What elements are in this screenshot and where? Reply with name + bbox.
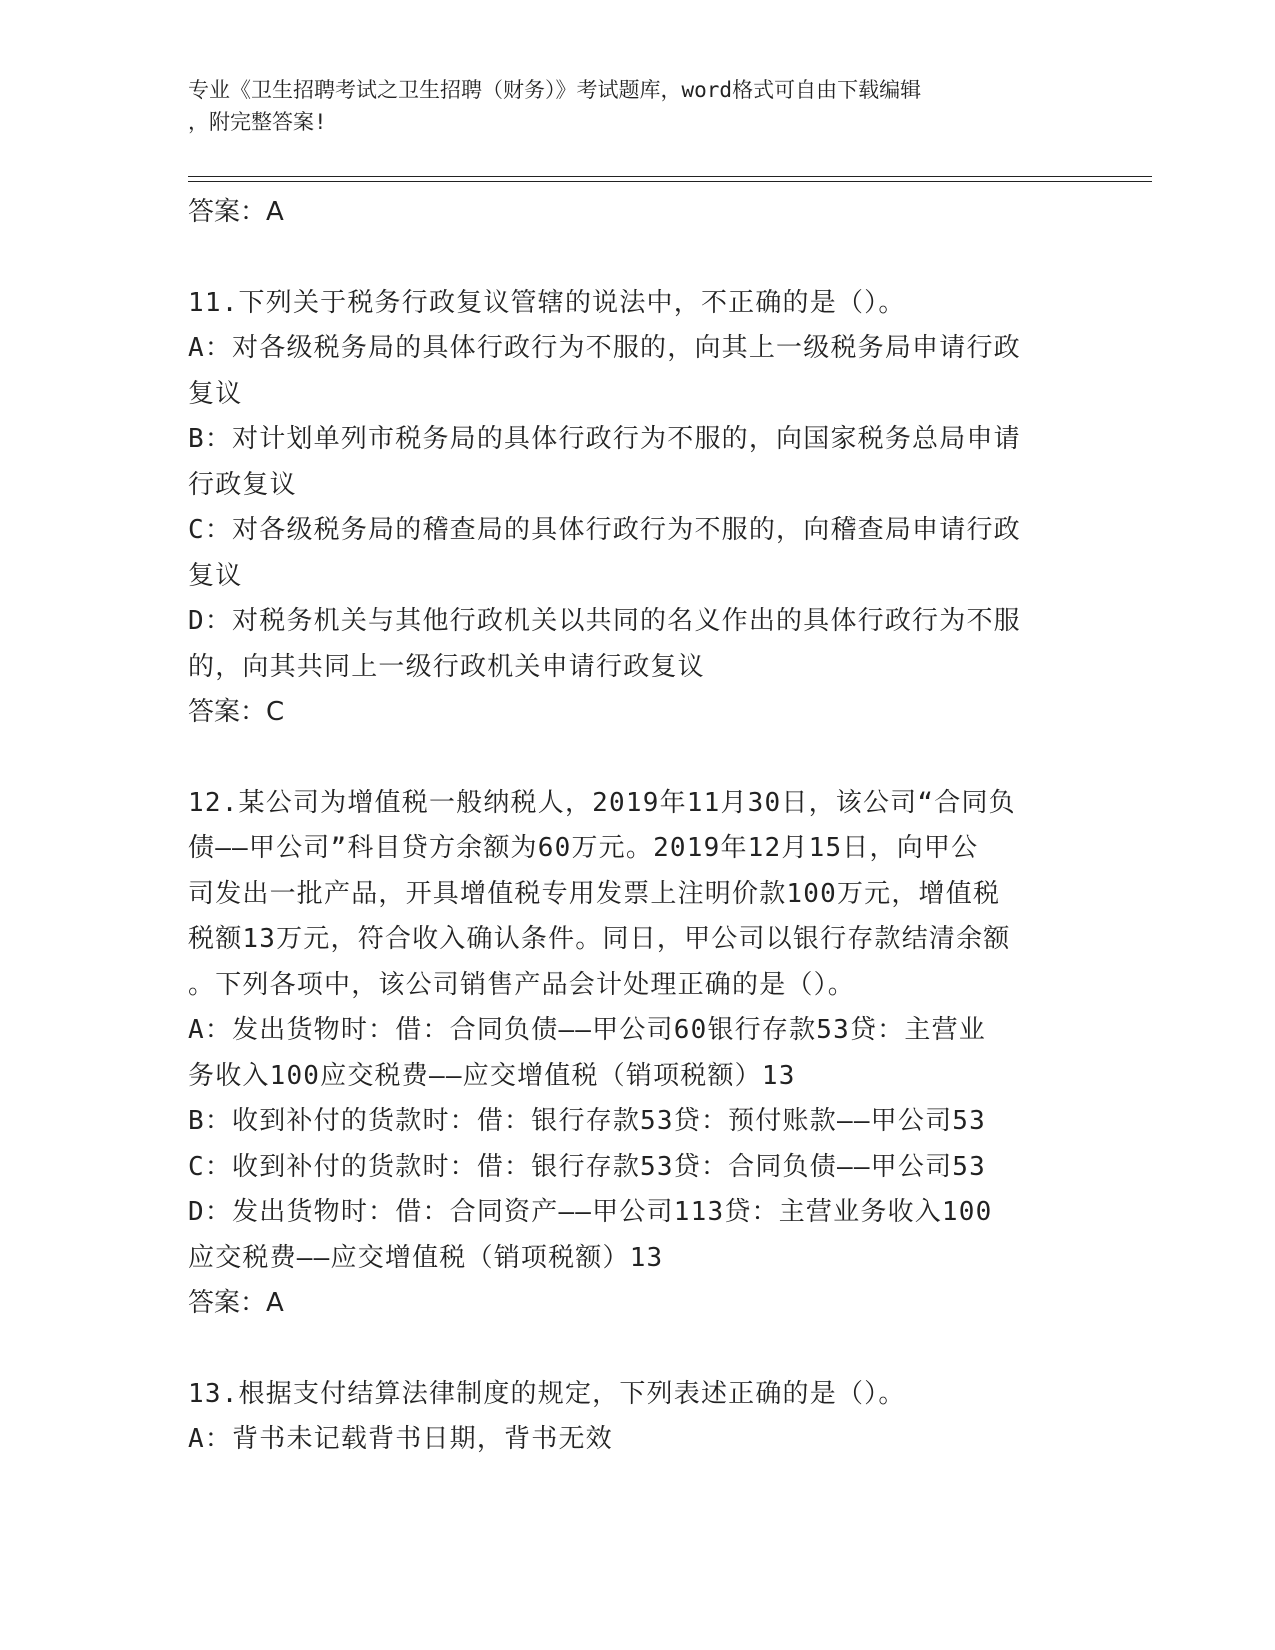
document-body: [188, 190, 1088, 1463]
question-12-option-d-line-2: 应交税费——应交增值税（销项税额）13: [188, 1242, 664, 1273]
question-11-option-b-line-2: 行政复议: [188, 469, 297, 500]
question-12-option-a-line-2: 务收入100应交税费——应交增值税（销项税额）13: [188, 1060, 796, 1091]
question-13: [188, 1372, 1088, 1463]
header-divider-top: [188, 176, 1152, 177]
question-13-stem: 13.根据支付结算法律制度的规定，下列表述正确的是（）。: [188, 1378, 906, 1409]
question-12-stem-line-4: 税额13万元，符合收入确认条件。同日，甲公司以银行存款结清余额: [188, 924, 1011, 954]
question-12-stem-line-2: 债——甲公司”科目贷方余额为60万元。2019年12月15日，向甲公: [188, 833, 979, 863]
question-13-option-a: A：背书未记载背书日期，背书无效: [188, 1424, 613, 1454]
question-11-option-d-line-1: D：对税务机关与其他行政机关以共同的名义作出的具体行政行为不服: [188, 606, 1021, 636]
question-11-option-c-line-2: 复议: [188, 560, 243, 591]
question-12-option-c: C：收到补付的货款时：借：银行存款53贷：合同负债——甲公司53: [188, 1151, 986, 1182]
question-12: [188, 781, 1088, 1327]
question-12-option-a-line-1: A：发出货物时：借：合同负债——甲公司60银行存款53贷：主营业: [188, 1015, 986, 1045]
header-line-2: ，附完整答案!: [188, 110, 327, 134]
question-12-option-b: B：收到补付的货款时：借：银行存款53贷：预付账款——甲公司53: [188, 1106, 986, 1136]
question-11-stem: 11.下列关于税务行政复议管辖的说法中，不正确的是（）。: [188, 287, 906, 318]
question-12-option-d-line-1: D：发出货物时：借：合同资产——甲公司113贷：主营业务收入100: [188, 1197, 993, 1227]
answer-q10: 答案：A: [188, 197, 284, 227]
question-12-stem-line-1: 12.某公司为增值税一般纳税人，2019年11月30日，该公司“合同负: [188, 787, 1016, 818]
spacer: [188, 236, 1088, 281]
question-11-answer: 答案：C: [188, 697, 285, 727]
question-12-stem-line-3: 司发出一批产品，开具增值税专用发票上注明价款100万元，增值税: [188, 878, 1001, 909]
page-header: [188, 74, 1088, 138]
spacer: [188, 736, 1088, 781]
question-11-option-d-line-2: 的，向其共同上一级行政机关申请行政复议: [188, 651, 705, 682]
header-divider-bottom: [188, 181, 1152, 182]
question-12-stem-line-5: 。下列各项中，该公司销售产品会计处理正确的是（）。: [188, 969, 856, 1000]
question-11-option-a-line-1: A：对各级税务局的具体行政行为不服的，向其上一级税务局申请行政: [188, 333, 1021, 363]
question-11-option-c-line-1: C：对各级税务局的稽查局的具体行政行为不服的，向稽查局申请行政: [188, 515, 1021, 545]
question-11: [188, 281, 1088, 736]
spacer: [188, 1327, 1088, 1372]
header-line-1: 专业《卫生招聘考试之卫生招聘（财务）》考试题库，word格式可自由下载编辑: [188, 78, 922, 102]
question-12-answer: 答案：A: [188, 1288, 284, 1318]
question-11-option-a-line-2: 复议: [188, 378, 243, 409]
question-11-option-b-line-1: B：对计划单列市税务局的具体行政行为不服的，向国家税务总局申请: [188, 424, 1021, 454]
